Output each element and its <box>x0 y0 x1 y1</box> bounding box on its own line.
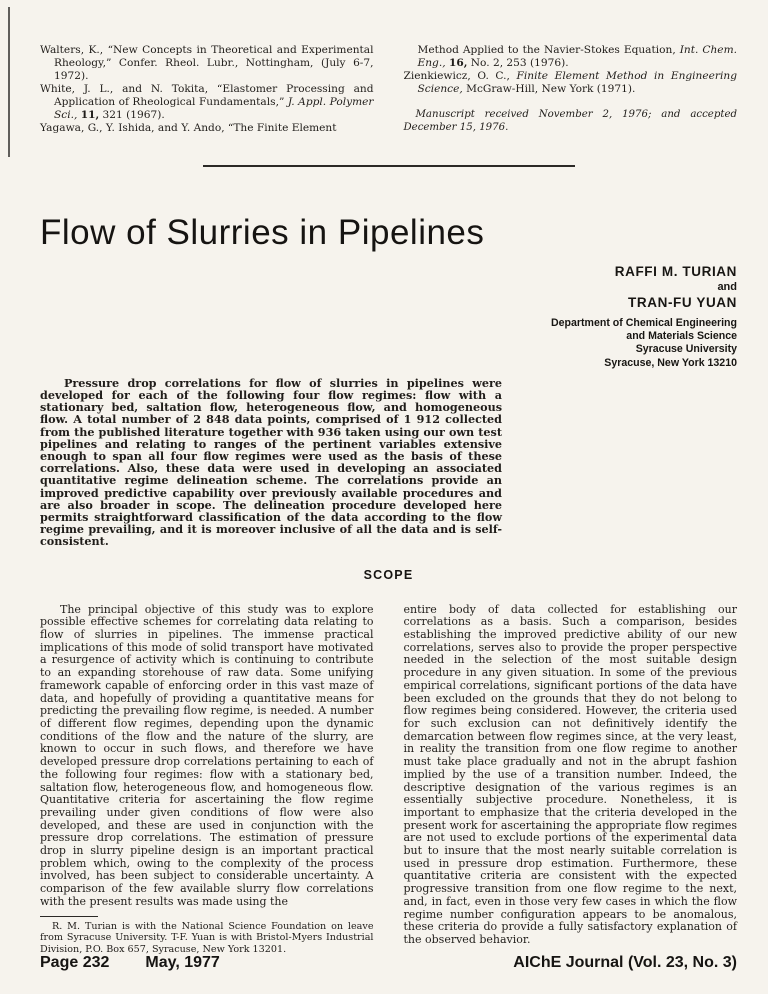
references-section <box>40 44 737 135</box>
author-block <box>40 263 737 370</box>
reference-entry: Method Applied to the Navier-Stokes Equation, Int. Chem. Eng., 16, No. 2, 253 (1976). <box>417 44 737 69</box>
page-number-label: Page 232 <box>40 954 110 971</box>
affiliation-line: and Materials Science <box>626 330 737 343</box>
journal-volume-label: AIChE Journal (Vol. 23, No. 3) <box>513 954 737 971</box>
references-right-column <box>404 44 738 135</box>
author-name-second: TRAN-FU YUAN <box>628 295 737 310</box>
author-name-first: RAFFI M. TURIAN <box>614 264 737 279</box>
footer-left-group <box>40 954 220 972</box>
body-right-paragraph: entire body of data collected for establishing our correlations as a basis. Such a comparison, besides establishing the improved predictive ability of our new correlations, serves also to provide the proper perspective needed in the selection of the most suitable design procedure in any given situation. In some of the previous empirical correlations, significant portions of the data have been excluded on the grounds that they do not belong to flow regimes being considered. However, the criteria used for such exclusion can not definitively identify the demarcation between flow regimes since, at the very least, in reality the transition from one flow regime to another must take place gradually and not in the abrupt fashion implied by the use of a transition number. Indeed, the descriptive designation of the various regimes is an essentially subjective procedure. Nonetheless, it is important to emphasize that the criteria developed in the present work for ascertaining the appropriate flow regimes are not used to exclude portions of the experimental data but to insure that the most nearly suitable correlation is used in pressure drop estimation. Furthermore, these quantitative criteria are consistent with the expected progressive transition from one flow regime to the next, and, in fact, even in those very few cases in which the flow regime number configuration appears to be anomalous, these criteria do provide a fully satisfactory explanation of the observed behavior. <box>403 602 737 946</box>
body-right-column <box>404 604 738 957</box>
abstract-paragraph: Pressure drop correlations for flow of slurries in pipelines were developed for each of the following four flow regimes: flow with a stationary bed, saltation flow, heterogeneous flow, and homogeneous flow. A total number of 2 848 data points, comprised of 1 912 collected from the published literature together with 936 taken using our own test pipelines and relating to ranges of the pertinent variables extensive enough to span all four flow regimes were used as the basis of these correlations. Also, these data were used in developing an associated quantitative regime delineation scheme. The correlations provide an improved predictive capability over previously available procedures and are also broader in scope. The delineation procedure developed here permits straightforward classification of the data according to the flow regime prevailing, and it is moreover inclusive of all the data and is self-consistent. <box>40 375 502 549</box>
issue-date-label: May, 1977 <box>145 954 220 971</box>
body-text-section <box>40 604 737 957</box>
reference-entry: Yagawa, G., Y. Ishida, and Y. Ando, “The Finite Element <box>40 122 337 134</box>
scan-edge-artifact <box>8 7 10 157</box>
author-footnote: R. M. Turian is with the National Science Foundation on leave from Syracuse University. T-F. Yuan is with Bristol-Myers Industrial Division, P.O. Box 657, Syracuse, New York 13201. <box>40 920 374 956</box>
manuscript-received-note: Manuscript received November 2, 1976; and accepted December 15, 1976. <box>403 109 737 133</box>
references-left-column <box>40 44 374 135</box>
affiliation-block <box>40 317 737 370</box>
article-title: Flow of Slurries in Pipelines <box>40 213 485 252</box>
affiliation-line: Department of Chemical Engineering <box>550 317 737 329</box>
reference-entry: White, J. L., and N. Tokita, “Elastomer Processing and Application of Rheological Fundamentals,” J. Appl. Polymer Sci., 11, 321 (1967). <box>40 83 374 121</box>
page-footer <box>40 954 737 972</box>
scope-section-heading: SCOPE <box>363 567 414 582</box>
affiliation-line: Syracuse, New York 13210 <box>604 356 737 369</box>
references-right-list <box>404 44 738 96</box>
reference-entry: Walters, K., “New Concepts in Theoretical and Experimental Rheology,” Confer. Rheol. Lubr., Nottingham, (July 6-7, 1972). <box>40 44 374 82</box>
section-divider-rule <box>203 165 575 167</box>
footnote-rule <box>40 916 98 917</box>
body-left-paragraph: The principal objective of this study was to explore possible effective schemes for correlating data relating to flow of slurries in pipelines. The immense practical implications of this mode of solid transport have motivated a resurgence of activity which is continuing to contribute to an expanding storehouse of raw data. Some unifying framework capable of enforcing order in this vast maze of data, and hopefully of providing a quantitative means for predicting the prevailing flow regime, is needed. A number of different flow regimes, depending upon the dynamic conditions of the flow and the nature of the slurry, are known to occur in such flows, and therefore we have developed pressure drop correlations pertaining to each of the following four regimes: flow with a stationary bed, saltation flow, heterogeneous flow, and homogeneous flow. Quantitative criteria for ascertaining the flow regime prevailing under given conditions of flow were also developed, and these are used in conjunction with the pressure drop correlations. The estimation of pressure drop in slurry pipeline design is an important practical problem which, owing to the complexity of the process involved, has been subject to considerable uncertainty. A comparison of the few available slurry flow correlations with the present results was made using the <box>40 602 374 908</box>
author-connector: and <box>717 281 737 293</box>
affiliation-line: Syracuse University <box>635 343 737 356</box>
body-left-column <box>40 604 374 957</box>
reference-entry: Zienkiewicz, O. C., Finite Element Method in Engineering Science, McGraw-Hill, New York (1971). <box>403 70 737 95</box>
